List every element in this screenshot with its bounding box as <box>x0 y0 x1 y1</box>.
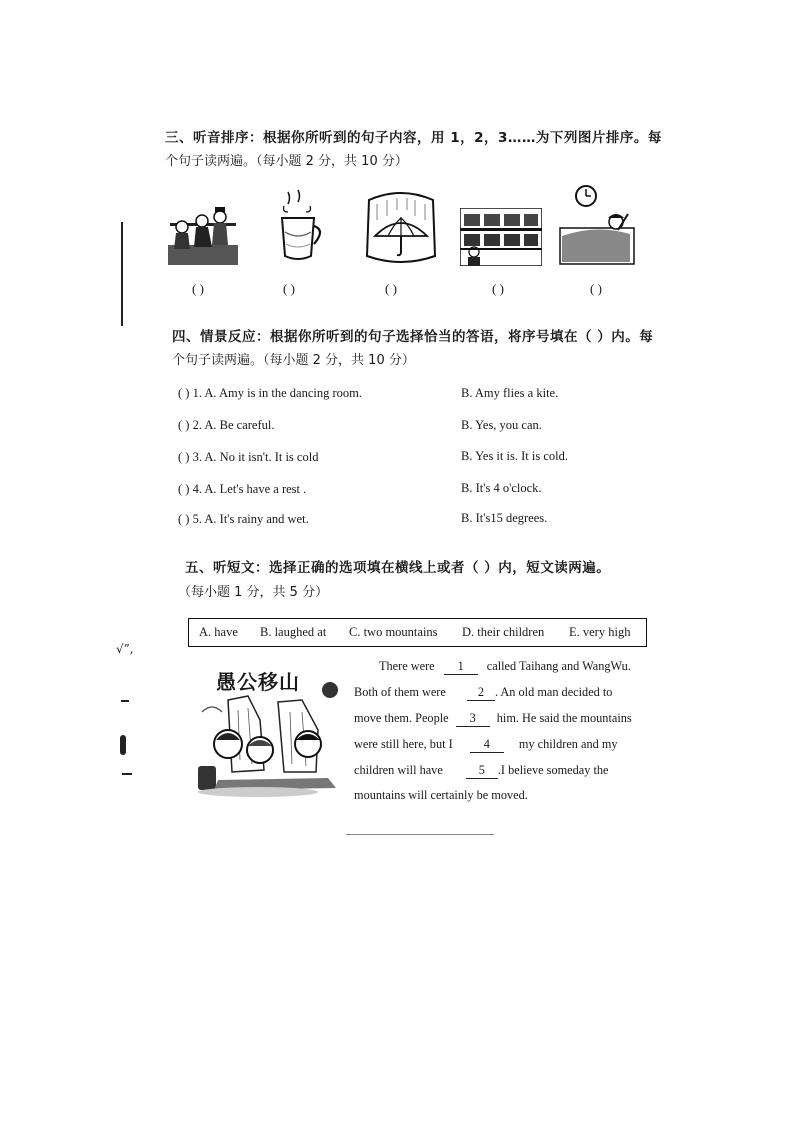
question-5-option-b[interactable]: B. It's15 degrees. <box>461 511 548 525</box>
section4-heading-line1: 四、情景反应：根据你所听到的句子选择恰当的答语，将序号填在（ ）内。每 <box>172 329 654 345</box>
option-e: E. very high <box>569 625 631 639</box>
option-a: A. have <box>199 625 238 639</box>
question-5-option-a[interactable]: ( ) 5. A. It's rainy and wet. <box>178 512 309 526</box>
story-line-1: There were 1 called Taihang and WangWu. <box>379 659 631 673</box>
section5-heading-line1: 五、听短文：选择正确的选项填在横线上或者（ ）内，短文读两遍。 <box>185 560 611 576</box>
picture-4-answer-blank[interactable]: ( ) <box>492 281 504 296</box>
question-4-option-a[interactable]: ( ) 4. A. Let's have a rest . <box>178 482 307 496</box>
children-playing-picture <box>168 205 238 265</box>
hot-drink-cup-picture <box>276 188 328 264</box>
story-line-5: children will have 5 .I believe someday the <box>354 763 609 777</box>
question-4-option-b[interactable]: B. It's 4 o'clock. <box>461 481 542 495</box>
story-blank-2[interactable]: 2 <box>467 685 495 701</box>
girl-waking-in-bed-picture <box>556 184 638 266</box>
question-2-option-b[interactable]: B. Yes, you can. <box>461 418 542 432</box>
story-line-6: mountains will certainly be moved. <box>354 788 528 802</box>
margin-dash <box>122 773 132 775</box>
question-3-option-a[interactable]: ( ) 3. A. No it isn't. It is cold <box>178 450 319 464</box>
margin-check-mark: √”, <box>116 642 134 656</box>
section5-heading-line2: （每小题 1 分，共 5 分） <box>178 585 329 600</box>
question-1-option-a[interactable]: ( ) 1. A. Amy is in the dancing room. <box>178 386 363 400</box>
option-b: B. laughed at <box>260 625 327 639</box>
section4-heading-line2: 个句子读两遍。（每小题 2 分，共 10 分） <box>172 353 415 368</box>
story-line-4: were still here, but I 4 my children and my <box>354 737 618 751</box>
story-blank-4[interactable]: 4 <box>470 737 504 753</box>
story-line-2: Both of them were 2 . An old man decided to <box>354 685 613 699</box>
footer-smudge <box>346 834 494 835</box>
story-blank-5[interactable]: 5 <box>466 763 498 779</box>
option-c: C. two mountains <box>349 625 438 639</box>
picture-title: 愚公移山 <box>216 670 300 694</box>
section3-heading-line1: 三、听音排序：根据你所听到的句子内容，用 1，2，3……为下列图片排序。每 <box>165 130 662 146</box>
picture-2-answer-blank[interactable]: ( ) <box>283 281 295 296</box>
picture-5-answer-blank[interactable]: ( ) <box>590 281 602 296</box>
picture-1-answer-blank[interactable]: ( ) <box>192 281 204 296</box>
question-2-option-a[interactable]: ( ) 2. A. Be careful. <box>178 418 275 432</box>
yugong-illustration <box>188 660 346 800</box>
picture-3-answer-blank[interactable]: ( ) <box>385 281 397 296</box>
question-1-option-b[interactable]: B. Amy flies a kite. <box>461 386 559 400</box>
option-d: D. their children <box>462 625 545 639</box>
question-3-option-b[interactable]: B. Yes it is. It is cold. <box>461 449 568 463</box>
story-blank-1[interactable]: 1 <box>444 659 478 675</box>
margin-blot <box>120 735 126 755</box>
margin-dash <box>121 700 129 702</box>
section3-heading-line2: 个句子读两遍。（每小题 2 分，共 10 分） <box>165 154 408 169</box>
margin-line <box>121 222 123 326</box>
story-blank-3[interactable]: 3 <box>456 711 490 727</box>
computer-room-picture <box>460 208 542 266</box>
story-line-3: move them. People 3 him. He said the mountains <box>354 711 632 725</box>
umbrella-in-rain-picture <box>357 190 445 266</box>
